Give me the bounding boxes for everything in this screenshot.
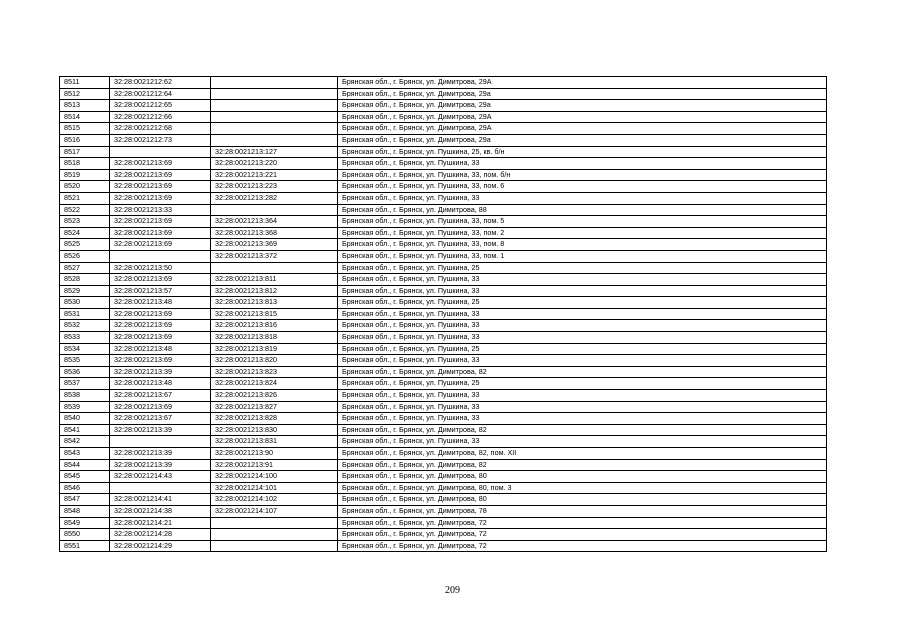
cell-cadastral-number: 32:28:0021213:69	[110, 274, 211, 286]
cell-number: 8529	[60, 285, 110, 297]
table-row	[60, 274, 827, 286]
cell-object-cadastral-number: 32:28:0021213:813	[211, 297, 338, 309]
cell-cadastral-number: 32:28:0021214:28	[110, 529, 211, 541]
cell-address: Брянская обл., г. Брянск, ул. Пушкина, 33	[338, 320, 827, 332]
table-row	[60, 181, 827, 193]
cell-number: 8541	[60, 424, 110, 436]
cell-cadastral-number: 32:28:0021213:57	[110, 285, 211, 297]
cell-object-cadastral-number: 32:28:0021213:827	[211, 401, 338, 413]
cell-number: 8546	[60, 482, 110, 494]
cell-object-cadastral-number: 32:28:0021213:819	[211, 343, 338, 355]
cell-object-cadastral-number	[211, 134, 338, 146]
cell-object-cadastral-number: 32:28:0021213:372	[211, 250, 338, 262]
cell-cadastral-number: 32:28:0021213:50	[110, 262, 211, 274]
cell-number: 8531	[60, 308, 110, 320]
cell-cadastral-number	[110, 146, 211, 158]
table-row	[60, 471, 827, 483]
cell-number: 8513	[60, 100, 110, 112]
cell-cadastral-number: 32:28:0021212:73	[110, 134, 211, 146]
cell-object-cadastral-number: 32:28:0021213:221	[211, 169, 338, 181]
cell-number: 8544	[60, 459, 110, 471]
table-row	[60, 355, 827, 367]
cell-number: 8536	[60, 366, 110, 378]
cell-cadastral-number: 32:28:0021213:33	[110, 204, 211, 216]
table-row	[60, 505, 827, 517]
cell-object-cadastral-number: 32:28:0021213:91	[211, 459, 338, 471]
cell-address: Брянская обл., г. Брянск, ул. Пушкина, 33	[338, 332, 827, 344]
table-row	[60, 424, 827, 436]
cell-cadastral-number: 32:28:0021214:38	[110, 505, 211, 517]
table-row	[60, 146, 827, 158]
cell-address: Брянская обл., г. Брянск, ул. Пушкина, 33	[338, 436, 827, 448]
cell-number: 8533	[60, 332, 110, 344]
cell-number: 8527	[60, 262, 110, 274]
cell-object-cadastral-number	[211, 111, 338, 123]
cell-number: 8524	[60, 227, 110, 239]
cell-address: Брянская обл., г. Брянск, ул. Пушкина, 25	[338, 343, 827, 355]
table-row	[60, 227, 827, 239]
cell-object-cadastral-number: 32:28:0021213:826	[211, 390, 338, 402]
cell-cadastral-number: 32:28:0021213:69	[110, 192, 211, 204]
cell-cadastral-number: 32:28:0021213:48	[110, 343, 211, 355]
cell-address: Брянская обл., г. Брянск, ул. Пушкина, 33, пом. б/н	[338, 169, 827, 181]
cell-address: Брянская обл., г. Брянск, ул. Пушкина, 25	[338, 262, 827, 274]
cell-address: Брянская обл., г. Брянск, ул. Димитрова, 88	[338, 204, 827, 216]
cell-address: Брянская обл., г. Брянск, ул. Пушкина, 33	[338, 274, 827, 286]
cell-object-cadastral-number	[211, 123, 338, 135]
cell-object-cadastral-number: 32:28:0021213:364	[211, 216, 338, 228]
table-row	[60, 111, 827, 123]
cell-object-cadastral-number: 32:28:0021214:100	[211, 471, 338, 483]
cell-address: Брянская обл., г. Брянск, ул. Димитрова, 82	[338, 459, 827, 471]
cell-number: 8521	[60, 192, 110, 204]
cell-number: 8537	[60, 378, 110, 390]
cell-cadastral-number: 32:28:0021213:69	[110, 227, 211, 239]
table-row	[60, 250, 827, 262]
cell-number: 8516	[60, 134, 110, 146]
table-row	[60, 459, 827, 471]
cell-object-cadastral-number: 32:28:0021214:107	[211, 505, 338, 517]
cell-cadastral-number: 32:28:0021214:43	[110, 471, 211, 483]
cell-cadastral-number: 32:28:0021213:48	[110, 378, 211, 390]
cell-number: 8515	[60, 123, 110, 135]
cell-cadastral-number: 32:28:0021213:69	[110, 181, 211, 193]
cell-cadastral-number: 32:28:0021213:39	[110, 424, 211, 436]
table-row	[60, 413, 827, 425]
cell-address: Брянская обл., г. Брянск, ул. Пушкина, 25	[338, 378, 827, 390]
cell-number: 8550	[60, 529, 110, 541]
cell-object-cadastral-number: 32:28:0021213:811	[211, 274, 338, 286]
cell-number: 8540	[60, 413, 110, 425]
cell-object-cadastral-number: 32:28:0021213:820	[211, 355, 338, 367]
cell-cadastral-number: 32:28:0021214:29	[110, 540, 211, 552]
cell-cadastral-number: 32:28:0021213:69	[110, 355, 211, 367]
cell-object-cadastral-number	[211, 100, 338, 112]
cell-number: 8518	[60, 158, 110, 170]
cell-address: Брянская обл., г. Брянск, ул. Пушкина, 33, пом. 1	[338, 250, 827, 262]
cell-cadastral-number	[110, 436, 211, 448]
cell-address: Брянская обл., г. Брянск, ул. Пушкина, 33	[338, 285, 827, 297]
cell-address: Брянская обл., г. Брянск, ул. Димитрова, 82, пом. XII	[338, 448, 827, 460]
cell-object-cadastral-number: 32:28:0021214:101	[211, 482, 338, 494]
cell-address: Брянская обл., г. Брянск, ул. Пушкина, 33	[338, 192, 827, 204]
table-row	[60, 401, 827, 413]
cell-address: Брянская обл., г. Брянск, ул. Димитрова, 29а	[338, 100, 827, 112]
table-row	[60, 192, 827, 204]
cell-cadastral-number: 32:28:0021213:67	[110, 390, 211, 402]
cell-number: 8538	[60, 390, 110, 402]
cell-address: Брянская обл., г. Брянск, ул. Пушкина, 33	[338, 308, 827, 320]
cell-number: 8548	[60, 505, 110, 517]
table-row	[60, 262, 827, 274]
table-row	[60, 123, 827, 135]
table-row	[60, 540, 827, 552]
table-row	[60, 77, 827, 89]
cell-cadastral-number: 32:28:0021212:65	[110, 100, 211, 112]
cell-address: Брянская обл., г. Брянск, ул. Димитрова, 82	[338, 424, 827, 436]
cell-address: Брянская обл., г. Брянск, ул. Димитрова, 78	[338, 505, 827, 517]
cell-number: 8519	[60, 169, 110, 181]
cell-object-cadastral-number	[211, 262, 338, 274]
cell-address: Брянская обл., г. Брянск, ул. Димитрова, 29а	[338, 134, 827, 146]
table-row	[60, 158, 827, 170]
table-row	[60, 378, 827, 390]
cell-object-cadastral-number: 32:28:0021213:223	[211, 181, 338, 193]
table-row	[60, 494, 827, 506]
cell-cadastral-number: 32:28:0021213:39	[110, 366, 211, 378]
cell-number: 8523	[60, 216, 110, 228]
table-row	[60, 320, 827, 332]
cell-object-cadastral-number: 32:28:0021213:812	[211, 285, 338, 297]
table-row	[60, 436, 827, 448]
cell-number: 8545	[60, 471, 110, 483]
cell-cadastral-number: 32:28:0021213:69	[110, 320, 211, 332]
cell-cadastral-number: 32:28:0021213:67	[110, 413, 211, 425]
table-row	[60, 216, 827, 228]
cell-address: Брянская обл., г. Брянск, ул. Димитрова, 72	[338, 540, 827, 552]
cell-cadastral-number: 32:28:0021213:39	[110, 459, 211, 471]
cell-cadastral-number	[110, 250, 211, 262]
cell-address: Брянская обл., г. Брянск, ул. Димитрова, 29А	[338, 111, 827, 123]
cell-address: Брянская обл., г. Брянск, ул. Димитрова, 80, пом. 3	[338, 482, 827, 494]
table-row	[60, 482, 827, 494]
table-row	[60, 343, 827, 355]
cell-number: 8525	[60, 239, 110, 251]
cell-cadastral-number: 32:28:0021214:21	[110, 517, 211, 529]
table-row	[60, 297, 827, 309]
cell-object-cadastral-number: 32:28:0021213:816	[211, 320, 338, 332]
cell-object-cadastral-number: 32:28:0021213:823	[211, 366, 338, 378]
table-row	[60, 529, 827, 541]
cell-number: 8543	[60, 448, 110, 460]
cell-number: 8511	[60, 77, 110, 89]
cell-address: Брянская обл., г. Брянск, ул. Димитрова, 29а	[338, 88, 827, 100]
cell-cadastral-number: 32:28:0021212:66	[110, 111, 211, 123]
cell-object-cadastral-number: 32:28:0021213:830	[211, 424, 338, 436]
cell-address: Брянская обл., г. Брянск, ул. Димитрова, 29А	[338, 77, 827, 89]
cell-number: 8551	[60, 540, 110, 552]
cell-cadastral-number: 32:28:0021212:64	[110, 88, 211, 100]
cell-cadastral-number	[110, 482, 211, 494]
cell-address: Брянская обл., г. Брянск, ул. Димитрова, 72	[338, 517, 827, 529]
cell-object-cadastral-number: 32:28:0021213:831	[211, 436, 338, 448]
table-row	[60, 308, 827, 320]
cell-number: 8520	[60, 181, 110, 193]
cell-object-cadastral-number: 32:28:0021213:368	[211, 227, 338, 239]
cell-cadastral-number: 32:28:0021213:69	[110, 158, 211, 170]
cell-address: Брянская обл., г. Брянск, ул. Димитрова, 29А	[338, 123, 827, 135]
cell-object-cadastral-number: 32:28:0021213:818	[211, 332, 338, 344]
cell-address: Брянская обл., г. Брянск, ул. Пушкина, 33	[338, 355, 827, 367]
cell-object-cadastral-number: 32:28:0021213:127	[211, 146, 338, 158]
cell-cadastral-number: 32:28:0021214:41	[110, 494, 211, 506]
table-row	[60, 366, 827, 378]
cell-cadastral-number: 32:28:0021213:69	[110, 401, 211, 413]
page-number: 209	[445, 585, 460, 596]
table-row	[60, 332, 827, 344]
cell-number: 8534	[60, 343, 110, 355]
cell-number: 8535	[60, 355, 110, 367]
cell-object-cadastral-number: 32:28:0021213:282	[211, 192, 338, 204]
cell-object-cadastral-number	[211, 77, 338, 89]
cell-number: 8542	[60, 436, 110, 448]
table-row	[60, 169, 827, 181]
cell-object-cadastral-number	[211, 540, 338, 552]
cell-address: Брянская обл., г. Брянск, ул. Пушкина, 25	[338, 297, 827, 309]
cell-cadastral-number: 32:28:0021213:69	[110, 332, 211, 344]
cell-number: 8526	[60, 250, 110, 262]
registry-table-body	[60, 77, 827, 552]
cell-object-cadastral-number: 32:28:0021213:824	[211, 378, 338, 390]
cell-address: Брянская обл., г. Брянск, ул. Пушкина, 25, кв. б/н	[338, 146, 827, 158]
cell-cadastral-number: 32:28:0021213:69	[110, 308, 211, 320]
cell-number: 8522	[60, 204, 110, 216]
cell-object-cadastral-number	[211, 204, 338, 216]
cell-address: Брянская обл., г. Брянск, ул. Пушкина, 33	[338, 158, 827, 170]
table-row	[60, 448, 827, 460]
cell-cadastral-number: 32:28:0021213:69	[110, 169, 211, 181]
cell-address: Брянская обл., г. Брянск, ул. Димитрова, 72	[338, 529, 827, 541]
cell-cadastral-number: 32:28:0021213:69	[110, 216, 211, 228]
cell-address: Брянская обл., г. Брянск, ул. Димитрова, 82	[338, 366, 827, 378]
table-row	[60, 204, 827, 216]
cell-number: 8517	[60, 146, 110, 158]
cell-address: Брянская обл., г. Брянск, ул. Пушкина, 33, пом. 8	[338, 239, 827, 251]
cell-number: 8512	[60, 88, 110, 100]
cell-object-cadastral-number: 32:28:0021213:90	[211, 448, 338, 460]
cell-number: 8530	[60, 297, 110, 309]
cell-object-cadastral-number: 32:28:0021213:369	[211, 239, 338, 251]
cell-object-cadastral-number	[211, 88, 338, 100]
cell-address: Брянская обл., г. Брянск, ул. Пушкина, 33, пом. 6	[338, 181, 827, 193]
cell-address: Брянская обл., г. Брянск, ул. Пушкина, 33	[338, 401, 827, 413]
cell-number: 8528	[60, 274, 110, 286]
cell-object-cadastral-number	[211, 529, 338, 541]
table-row	[60, 517, 827, 529]
cell-address: Брянская обл., г. Брянск, ул. Димитрова, 80	[338, 494, 827, 506]
table-row	[60, 88, 827, 100]
cell-cadastral-number: 32:28:0021212:68	[110, 123, 211, 135]
table-row	[60, 100, 827, 112]
cell-object-cadastral-number: 32:28:0021213:220	[211, 158, 338, 170]
table-row	[60, 134, 827, 146]
cell-address: Брянская обл., г. Брянск, ул. Пушкина, 33	[338, 390, 827, 402]
cell-object-cadastral-number: 32:28:0021213:828	[211, 413, 338, 425]
cell-cadastral-number: 32:28:0021213:39	[110, 448, 211, 460]
cell-cadastral-number: 32:28:0021212:62	[110, 77, 211, 89]
table-row	[60, 390, 827, 402]
cell-address: Брянская обл., г. Брянск, ул. Димитрова, 80	[338, 471, 827, 483]
cell-object-cadastral-number: 32:28:0021213:815	[211, 308, 338, 320]
cell-cadastral-number: 32:28:0021213:48	[110, 297, 211, 309]
table-row	[60, 285, 827, 297]
cell-number: 8539	[60, 401, 110, 413]
registry-table	[59, 76, 827, 552]
cell-object-cadastral-number	[211, 517, 338, 529]
table-row	[60, 239, 827, 251]
cell-address: Брянская обл., г. Брянск, ул. Пушкина, 33, пом. 5	[338, 216, 827, 228]
cell-address: Брянская обл., г. Брянск, ул. Пушкина, 33, пом. 2	[338, 227, 827, 239]
cell-number: 8547	[60, 494, 110, 506]
cell-number: 8514	[60, 111, 110, 123]
cell-address: Брянская обл., г. Брянск, ул. Пушкина, 33	[338, 413, 827, 425]
cell-number: 8532	[60, 320, 110, 332]
cell-object-cadastral-number: 32:28:0021214:102	[211, 494, 338, 506]
cell-cadastral-number: 32:28:0021213:69	[110, 239, 211, 251]
cell-number: 8549	[60, 517, 110, 529]
